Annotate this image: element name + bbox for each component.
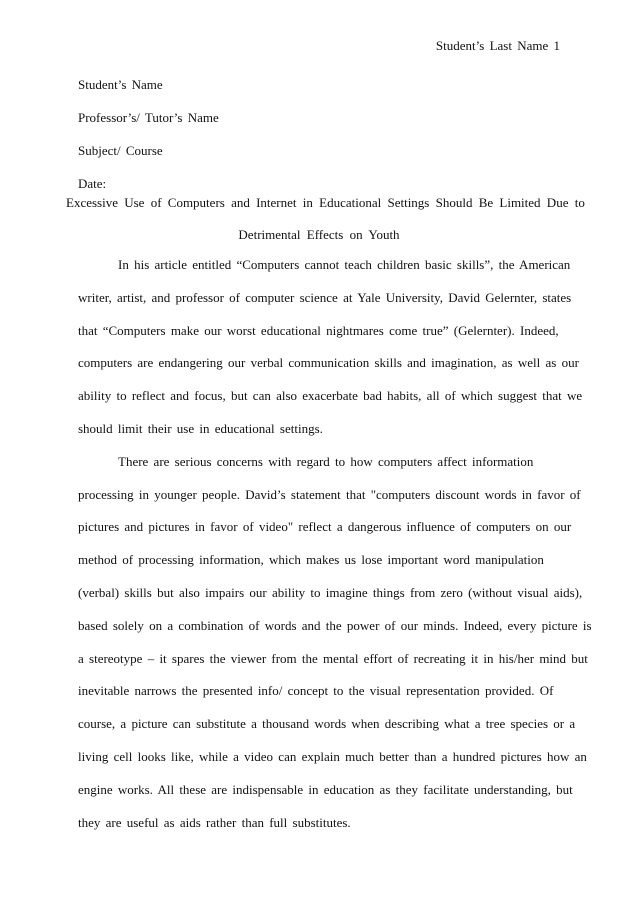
body-line: ability to reflect and focus, but can also exacerbate bad habits, all of which suggest that we (78, 388, 583, 404)
running-head: Student’s Last Name 1 (435, 38, 560, 53)
body-line: There are serious concerns with regard to how computers affect information (118, 453, 534, 469)
body-line: method of processing information, which makes us lose important word manipulation (78, 552, 544, 568)
subject-course: Subject/ Course (78, 143, 163, 158)
essay-body (78, 256, 592, 846)
body-line: a stereotype – it spares the viewer from the mental effort of recreating it in his/her mind but (78, 650, 588, 666)
body-line: course, a picture can substitute a thousand words when describing what a tree species or a (78, 716, 576, 732)
paragraph-1 (78, 256, 583, 453)
student-name: Student’s Name (78, 77, 163, 92)
essay-title (66, 194, 585, 258)
body-line: (verbal) skills but also impairs our ability to imagine things from zero (without visual aids), (78, 584, 583, 600)
mla-heading (78, 76, 560, 208)
body-line: engine works. All these are indispensable in education as they facilitate understanding, but (78, 781, 573, 797)
body-line: that “Computers make our worst educational nightmares come true” (Gelernter). Indeed, (78, 322, 559, 338)
body-line: computers are endangering our verbal communication skills and imagination, as well as our (78, 355, 579, 371)
body-line: In his article entitled “Computers cannot teach children basic skills”, the American (118, 257, 571, 272)
body-line: inevitable narrows the presented info/ concept to the visual representation provided. Of (78, 683, 554, 699)
body-line: processing in younger people. David’s statement that "computers discount words in favor of (78, 486, 581, 502)
body-line: pictures and pictures in favor of video" reflect a dangerous influence of computers on our (78, 519, 572, 535)
body-line: they are useful as aids rather than full substitutes. (78, 814, 351, 830)
date-label: Date: (78, 176, 107, 191)
title-line-2: Detrimental Effects on Youth (238, 227, 400, 242)
paragraph-2 (78, 453, 592, 847)
title-line-1: Excessive Use of Computers and Internet in Educational Settings Should Be Limited Due to (66, 195, 585, 210)
body-line: should limit their use in educational settings. (78, 420, 323, 436)
professor-name: Professor’s/ Tutor’s Name (78, 110, 219, 125)
body-line: living cell looks like, while a video can explain much better than a hundred pictures how an (78, 748, 587, 764)
body-line: based solely on a combination of words and the power of our minds. Indeed, every picture is (78, 617, 592, 633)
body-line: writer, artist, and professor of computer science at Yale University, David Gelernter, states (78, 289, 572, 305)
